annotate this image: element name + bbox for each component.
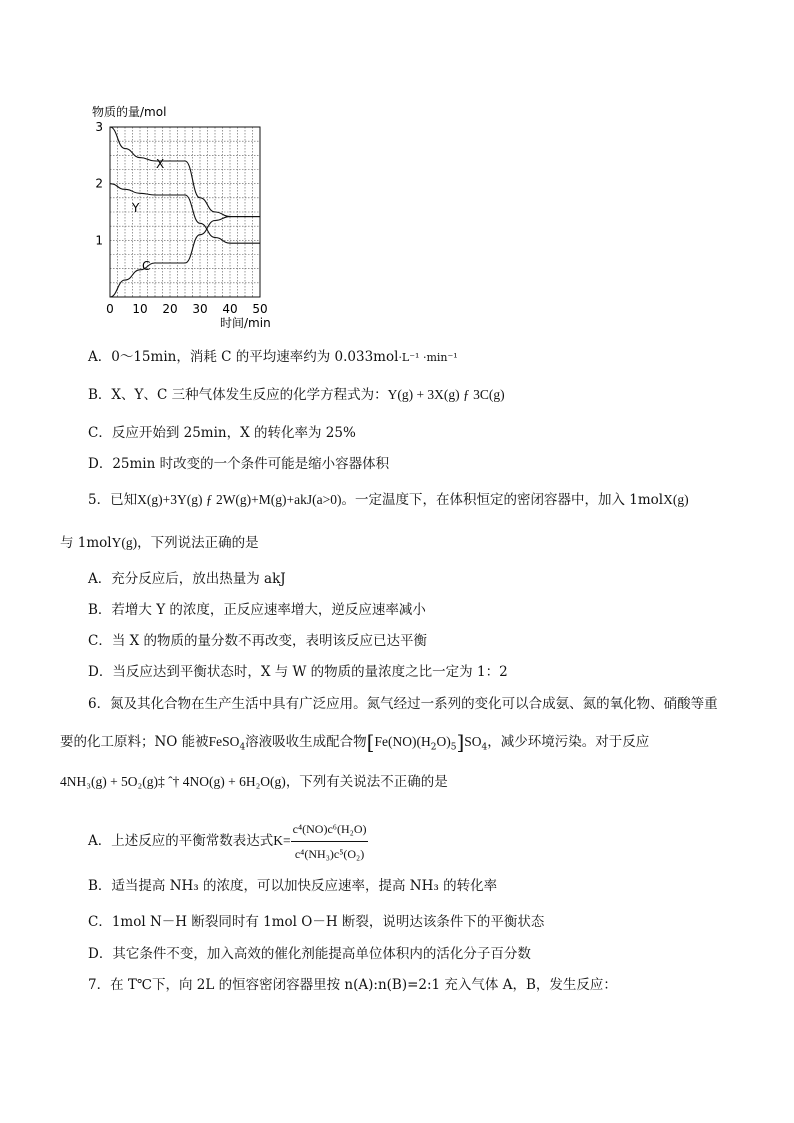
fraction-numerator: c⁴(NO)c⁶(H₂O) [291,818,369,842]
amount-time-chart [80,100,290,340]
q5-stem-post: 。一定温度下，在体积恒定的密闭容器中，加入 1mol [341,492,664,508]
y-tick-label: 2 [95,176,103,191]
x-tick-label: 40 [222,302,238,316]
q5-line2-pre: 与 1mol [60,535,112,551]
curve-label-x: X [156,157,165,171]
q6-line2-pre: 要的化工原料；NO 能被 [60,734,209,750]
q6-line2-mid: 溶液吸收生成配合物 [245,734,367,750]
x-tick-label: 50 [252,302,268,316]
curve-label-c: C [142,259,151,273]
q4-option-a-unit: ·L⁻¹ ·min⁻¹ [398,351,458,364]
q6-option-a-k: K= [273,833,291,848]
chart-ticks [95,120,267,316]
q5-stem-tail: X(g) [663,492,689,507]
q6-line3-post: ，下列有关说法不正确的是 [285,774,448,790]
q6-stem-line3 [60,772,448,792]
q5-option-a: A．充分反应后，放出热量为 akJ [88,571,286,587]
q6-complex: Fe(NO)(H [374,734,431,749]
q4-option-b-equation: Y(g) + 3X(g) ƒ 3C(g) [387,387,505,402]
q6-line2-post: ，减少环境污染。对于反应 [487,734,650,750]
q5-line2-post: ，下列说法正确的是 [137,535,259,551]
q4-option-d: D．25min 时改变的一个条件可能是缩小容器体积 [88,456,390,472]
x-axis-title: 时间/min [220,316,271,330]
q5-option-c: C．当 X 的物质的量分数不再改变，表明该反应已达平衡 [88,633,428,649]
q7-stem: 7．在 T℃下，向 2L 的恒容密闭容器里按 n(A):n(B)=2:1 充入气体 A，B，发生反应： [88,977,617,993]
q4-option-b [88,385,505,405]
q6-option-c: C．1mol N－H 断裂同时有 1mol O－H 断裂，说明达该条件下的平衡状态 [88,914,545,930]
q5-stem-pre: 5．已知 [88,492,138,508]
q6-so4: SO [464,734,482,749]
q6-option-a [88,818,368,865]
q4-option-c: C．反应开始到 25min，X 的转化率为 25% [88,425,356,441]
q5-option-b: B．若增大 Y 的浓度，正反应速率增大，逆反应速率减小 [88,602,426,618]
q6-option-b: B．适当提高 NH₃ 的浓度，可以加快反应速率，提高 NH₃ 的转化率 [88,878,498,894]
q5-stem [88,490,689,510]
x-tick-label: 10 [132,302,148,316]
q6-complex-tail: O) [436,734,451,749]
q6-stem-line2: 要的化工原料；NO 能被FeSO$_4$溶液吸收生成配合物$[Fe(NO)(H_2O)_5]SO_4$，减少环境污染。对于反应 [60,730,650,754]
x-tick-label: 30 [192,302,208,316]
y-tick-label: 1 [95,233,103,248]
q5-stem-equation: X(g)+3Y(g) ƒ 2W(g)+M(g)+akJ(a>0) [137,492,342,507]
q5-stem-line2 [60,533,259,553]
q6-option-d: D．其它条件不变，加入高效的催化剂能提高单位体积内的活化分子百分数 [88,946,531,962]
q4-option-b-text: B．X、Y、C 三种气体发生反应的化学方程式为： [88,387,388,403]
curve-label-y: Y [132,201,140,215]
y-axis-title: 物质的量/mol [92,105,167,119]
q4-option-a [88,347,458,368]
fraction-denominator: c⁴(NH₃)c⁵(O₂) [294,847,365,861]
q6-option-a-text: A．上述反应的平衡常数表达式 [88,833,274,849]
q6-stem-line1: 6．氮及其化合物在生产生活中具有广泛应用。氮气经过一系列的变化可以合成氨、氮的氧化物、硝酸等重 [88,696,718,712]
y-tick-label: 3 [95,120,103,134]
q6-feso4: FeSO [208,734,240,749]
x-tick-label: 0 [106,302,114,316]
q4-option-a-text: A．0～15min，消耗 C 的平均速率约为 0.033mol [88,349,399,365]
q6-equation: 4NH₃(g) + 5O₂(g)‡ ˆ† 4NO(g) + 6H₂O(g) [60,774,286,789]
q5-option-d: D．当反应达到平衡状态时，X 与 W 的物质的量浓度之比一定为 1：2 [88,664,508,680]
equilibrium-constant-fraction [291,818,369,865]
x-tick-label: 20 [162,302,178,316]
q5-line2-eq: Y(g) [111,535,138,550]
